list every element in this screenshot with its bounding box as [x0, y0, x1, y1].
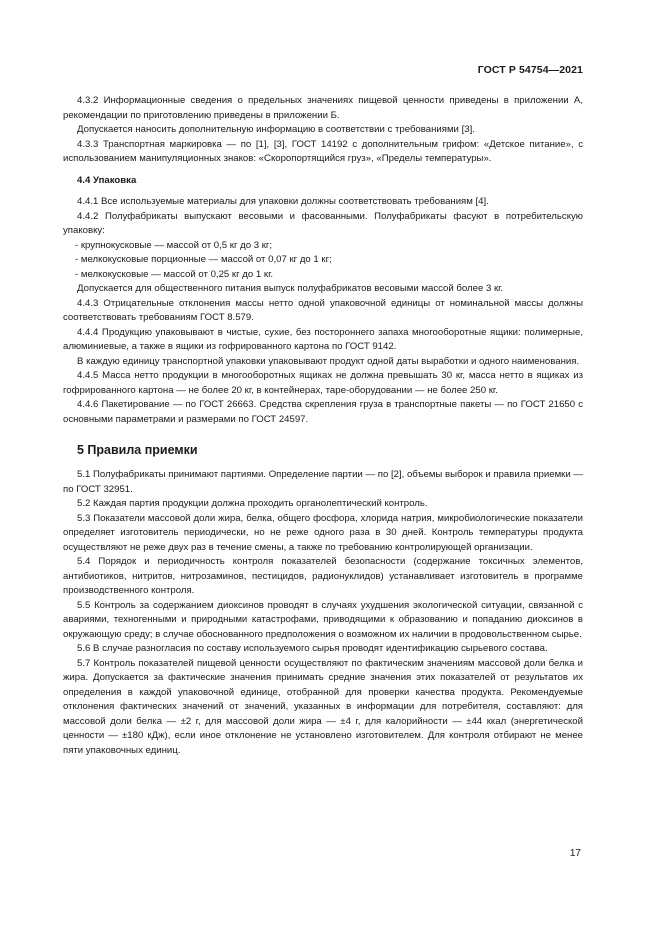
paragraph: 4.4.2 Полуфабрикаты выпускают весовыми и фасованными. Полуфабрикаты фасуют в потребительскую упаковку:: [63, 210, 583, 236]
paragraph: 4.3.2 Информационные сведения о предельных значениях пищевой ценности приведены в приложении А, рекомендации по приготовлению приведены в приложении Б.: [63, 95, 583, 121]
paragraph: 4.4.3 Отрицательные отклонения массы нетто одной упаковочной единицы от номинальной массы должны соответствовать требованиям ГОСТ 8.579.: [63, 297, 583, 323]
paragraph: 5.6 В случае разногласия по составу используемого сырья проводят идентификацию сырьевого состава.: [77, 643, 548, 654]
paragraph: 4.3.3 Транспортная маркировка — по [1], [3], ГОСТ 14192 с дополнительным грифом: «Детское питание», с использованием манипуляционных знаков: «Скоропортящийся груз», «Пределы температуры».: [63, 138, 583, 164]
paragraph: 5.3 Показатели массовой доли жира, белка, общего фосфора, хлорида натрия, микробиологические показатели определяет изготовитель периодически, но не реже одного раза в 30 дней. Контроль температуры продукта осуществляют не реже двух раз в течение смены, а также по требованию контролирующей организации.: [63, 512, 583, 553]
paragraph: Допускается для общественного питания выпуск полуфабрикатов весовыми массой более 3 кг.: [77, 283, 504, 294]
paragraph: 5.7 Контроль показателей пищевой ценности осуществляют по фактическим значениям массовой доли белка и жира. Допускается за фактические значения принимать средние значения этих показателей от результатов их определения в каждой упаковочной единице, отобранной для проверки качества продукта. Рекомендуемые отклонения фактических значений от значений, указанных в информации для потребителя, составляют: для массовой доли белка — ±2 г, для массовой доли жира — ±4 г, для калорийности — ±44 ккал (энергетической ценности — ±180 кДж), если иное отклонение не установлено изготовителем. Для контроля отбирают не менее пяти упаковочных единиц.: [63, 657, 583, 756]
paragraph: В каждую единицу транспортной упаковки упаковывают продукт одной даты выработки и одного наименования.: [77, 355, 580, 367]
paragraph: 5.5 Контроль за содержанием диоксинов проводят в случаях ухудшения экологической ситуации, связанной с авариями, техногенными и природными катастрофами, приводящими к образованию и попаданию диоксинов в окружающую среду; в случае обоснованного предположения о возможном их наличии в продовольственном сырье.: [63, 599, 583, 640]
paragraph: 4.4.6 Пакетирование — по ГОСТ 26663. Средства скрепления груза в транспортные пакеты — по ГОСТ 21650 с основными параметрами и размерами по ГОСТ 24597.: [63, 399, 583, 425]
section-heading: 5 Правила приемки: [77, 443, 198, 457]
list-item: - крупнокусковые — массой от 0,5 кг до 3 кг;: [75, 239, 273, 251]
paragraph: 4.4.4 Продукцию упаковывают в чистые, сухие, без постороннего запаха многооборотные ящики: полимерные, алюминиевые, а также в ящики из гофрированного картона по ГОСТ 9142.: [63, 326, 583, 352]
document-body: [63, 94, 583, 758]
paragraph: Допускается наносить дополнительную информацию в соответствии с требованиями [3].: [77, 124, 475, 135]
paragraph: 4.4.5 Масса нетто продукции в многооборотных ящиках не должна превышать 30 кг, масса нетто в ящиках из гофрированного картона — не более 20 кг, в контейнерах, таре-оборудовании — не более 250 кг.: [63, 370, 583, 396]
list-item: - мелкокусковые порционные — массой от 0,07 кг до 1 кг;: [75, 254, 332, 265]
subsection-heading: 4.4 Упаковка: [77, 174, 137, 186]
paragraph: 5.1 Полуфабрикаты принимают партиями. Определение партии — по [2], объемы выборок и правила приемки — по ГОСТ 32951.: [63, 469, 583, 495]
page-number: 17: [569, 848, 581, 859]
paragraph: 5.2 Каждая партия продукции должна проходить органолептический контроль.: [77, 498, 428, 509]
document-header: ГОСТ Р 54754—2021: [477, 64, 583, 76]
paragraph: 5.4 Порядок и периодичность контроля показателей безопасности (содержание токсичных элементов, антибиотиков, нитритов, нитрозаминов, пестицидов, радионуклидов) устанавливает изготовитель в программе производственного контроля.: [63, 556, 583, 596]
paragraph: 4.4.1 Все используемые материалы для упаковки должны соответствовать требованиям [4].: [77, 196, 489, 207]
list-item: - мелкокусковые — массой от 0,25 кг до 1 кг.: [75, 268, 274, 280]
